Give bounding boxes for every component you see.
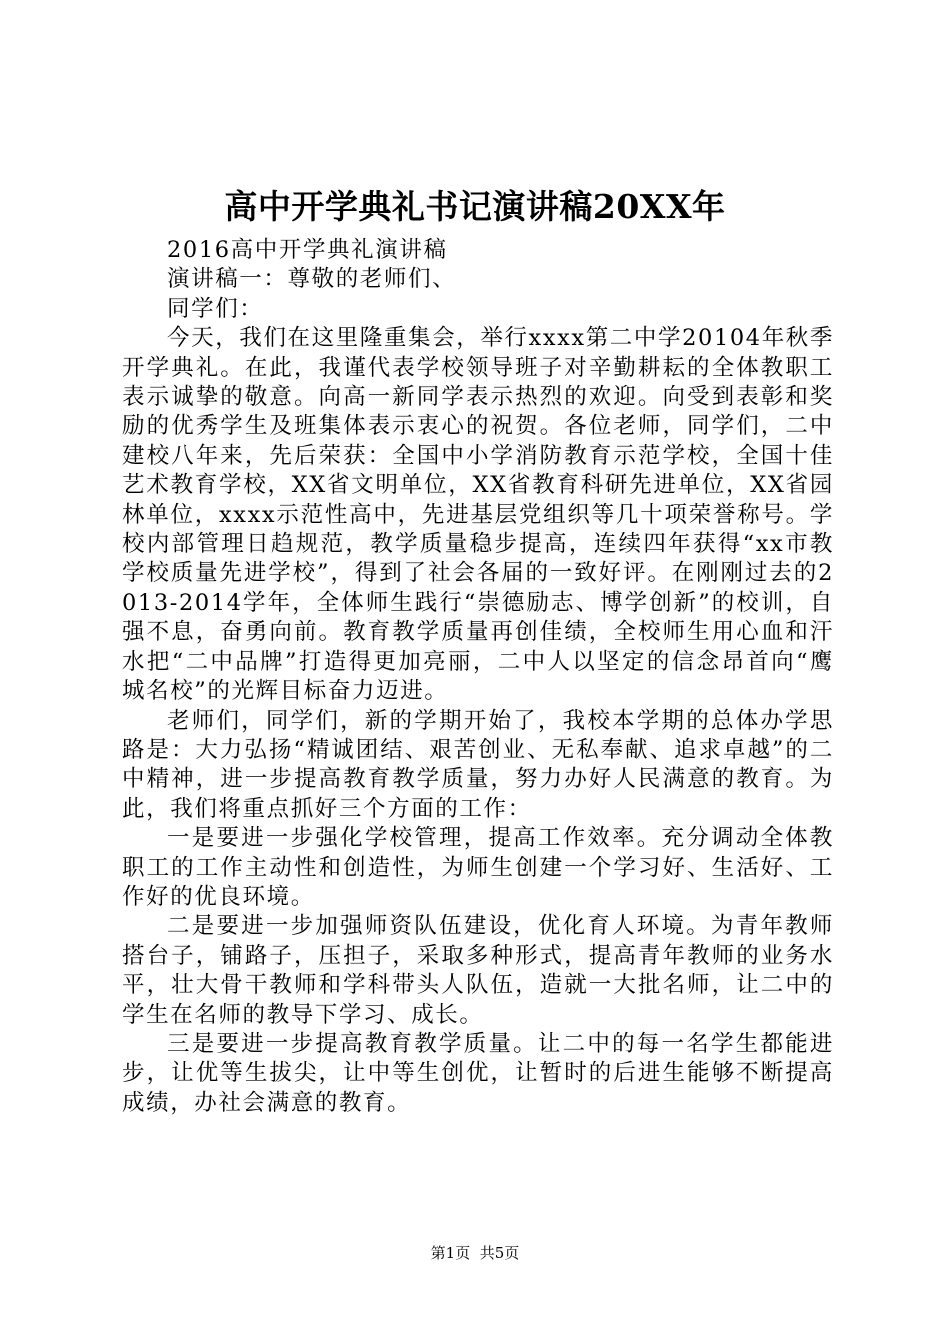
page-number: 第1页	[430, 1244, 471, 1262]
document-title: 高中开学典礼书记演讲稿20XX年	[224, 187, 726, 226]
paragraph-subtitle: 2016高中开学典礼演讲稿	[167, 237, 448, 263]
paragraph-body: 二是要进一步加强师资队伍建设，优化育人环境。为青年教师搭台子，铺路子，压担子，采取多种形式，提高青年教师的业务水平，壮大骨干教师和学科带头人队伍，造就一大批名师，让二中的学生在名师的教导下学习、成长。	[122, 913, 834, 1028]
page-total: 共5页	[479, 1244, 520, 1262]
paragraph-body: 老师们，同学们，新的学期开始了，我校本学期的总体办学思路是：大力弘扬“精诚团结、艰苦创业、无私奉献、追求卓越”的二中精神，进一步提高教育教学质量，努力办好人民满意的教育。为此，我们将重点抓好三个方面的工作：	[122, 707, 834, 822]
page-footer	[0, 1243, 950, 1263]
paragraph-salutation: 同学们：	[167, 295, 264, 322]
paragraph-speech-heading: 演讲稿一：尊敬的老师们、	[167, 266, 457, 293]
paragraph-body: 三是要进一步提高教育教学质量。让二中的每一名学生都能进步，让优等生拔尖，让中等生创优，让暂时的后进生能够不断提高成绩，办社会满意的教育。	[122, 1030, 834, 1116]
paragraph-body: 今天，我们在这里隆重集会，举行xxxx第二中学20104年秋季开学典礼。在此，我谨代表学校领导班子对辛勤耕耘的全体教职工表示诚挚的敬意。向高一新同学表示热烈的欢迎。向受到表彰和奖励的优秀学生及班集体表示衷心的祝贺。各位老师，同学们，二中建校八年来，先后荣获：全国中小学消防教育示范学校，全国十佳艺术教育学校，XX省文明单位，XX省教育科研先进单位，XX省园林单位，xxxx示范性高中，先进基层党组织等几十项荣誉称号。学校内部管理日趋规范，教学质量稳步提高，连续四年获得“xx市教学校质量先进学校”，得到了社会各届的一致好评。在刚刚过去的2013-2014学年，全体师生践行“崇德励志、博学创新”的校训，自强不息，奋勇向前。教育教学质量再创佳绩，全校师生用心血和汗水把“二中品牌”打造得更加亮丽，二中人以坚定的信念昂首向“鹰城名校”的光辉目标奋力迈进。	[122, 325, 834, 705]
paragraph-body: 一是要进一步强化学校管理，提高工作效率。充分调动全体教职工的工作主动性和创造性，为师生创建一个学习好、生活好、工作好的优良环境。	[122, 825, 834, 910]
document-body	[122, 236, 834, 1118]
footer-separator	[470, 1244, 480, 1262]
